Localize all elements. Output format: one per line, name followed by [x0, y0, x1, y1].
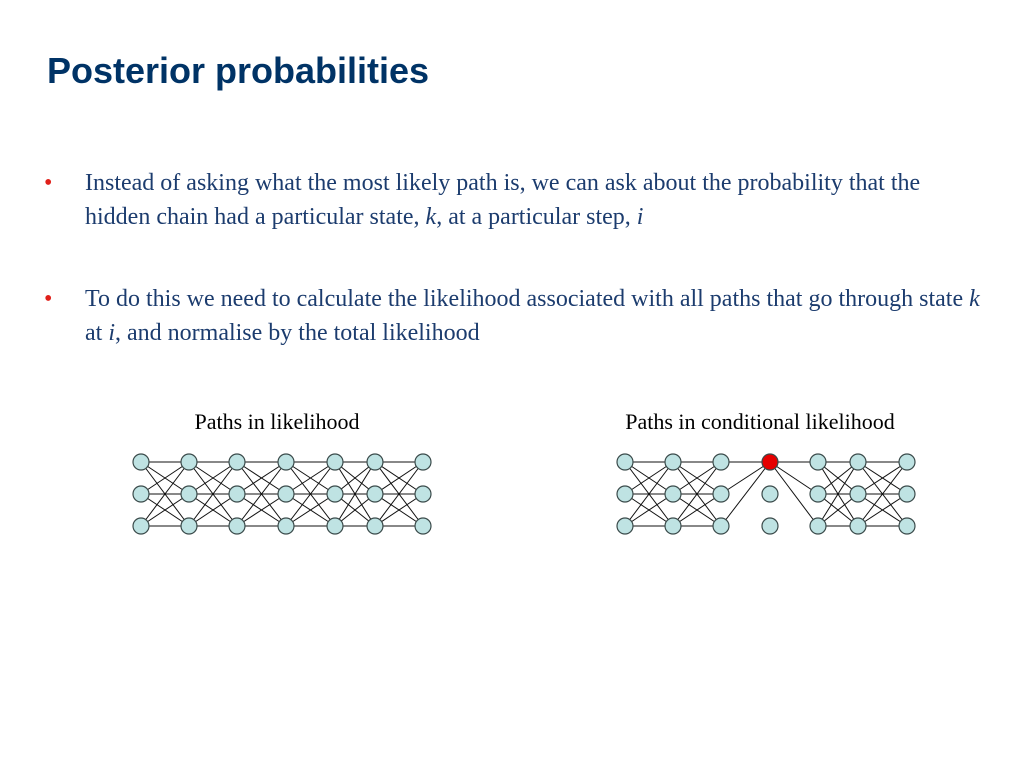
- text-run: Instead of asking what the most likely path is, we can ask about the probability that the hidden chain had a particular state,: [85, 170, 921, 230]
- italic-variable: k: [969, 286, 980, 312]
- likelihood-diagram-label: Paths in likelihood: [194, 409, 360, 434]
- state-node: [713, 518, 729, 534]
- state-node: [810, 454, 826, 470]
- state-node: [665, 518, 681, 534]
- text-run: , and normalise by the total likelihood: [115, 320, 480, 346]
- state-node: [665, 486, 681, 502]
- state-node: [810, 486, 826, 502]
- slide-title: Posterior probabilities: [47, 50, 430, 91]
- state-node: [850, 518, 866, 534]
- state-node: [899, 518, 915, 534]
- italic-variable: k: [425, 204, 437, 230]
- state-node: [665, 454, 681, 470]
- text-run: To do this we need to calculate the likelihood associated with all paths that go through state: [85, 286, 970, 312]
- state-node: [899, 486, 915, 502]
- state-node: [850, 486, 866, 502]
- state-node: [810, 518, 826, 534]
- state-node: [617, 454, 633, 470]
- state-node: [713, 486, 729, 502]
- state-node: [899, 454, 915, 470]
- text-run: at: [85, 320, 109, 346]
- state-node: [762, 518, 778, 534]
- italic-variable: i: [636, 204, 644, 230]
- state-node: [850, 454, 866, 470]
- italic-variable: i: [108, 320, 115, 346]
- trellis-edge: [721, 462, 770, 494]
- bullet-dot-icon: •: [44, 170, 53, 196]
- bullet-dot-icon: •: [44, 286, 53, 312]
- state-node: [762, 486, 778, 502]
- state-node: [617, 486, 633, 502]
- state-node: [617, 518, 633, 534]
- state-node: [713, 454, 729, 470]
- fixed-state-node: [762, 454, 778, 470]
- trellis-edge: [770, 462, 818, 494]
- conditional-diagram-label: Paths in conditional likelihood: [625, 409, 895, 434]
- text-run: , at a particular step,: [436, 204, 637, 230]
